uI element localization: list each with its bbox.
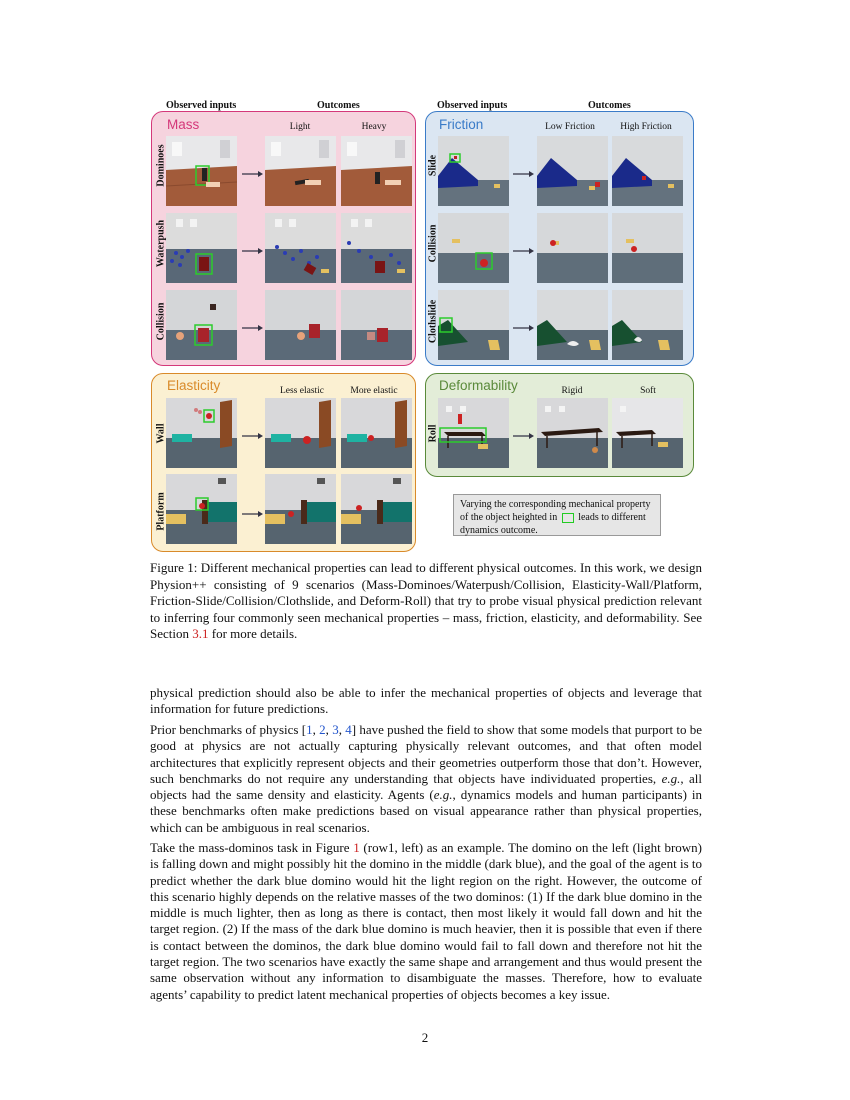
mass-col-light: Light bbox=[289, 122, 311, 132]
deformability-col-soft: Soft bbox=[640, 386, 656, 396]
legend-line-3: dynamics outcome. bbox=[460, 525, 538, 536]
citation-link-3[interactable]: 3 bbox=[332, 722, 339, 737]
elasticity-row-wall: Wall bbox=[155, 423, 167, 444]
caption-prefix: Figure 1: bbox=[150, 560, 198, 575]
friction-collision-input-image bbox=[438, 213, 509, 283]
paragraph-1: physical prediction should also be able to infer the mechanical properties of objects and leverage that information for future predictions. bbox=[150, 685, 702, 717]
elasticity-wall-less-image bbox=[265, 398, 336, 468]
friction-row-collision: Collision bbox=[427, 224, 439, 263]
mass-col-heavy: Heavy bbox=[361, 122, 387, 132]
citation-link-1[interactable]: 1 bbox=[306, 722, 313, 737]
friction-row-clothslide: Clothslide bbox=[427, 299, 439, 344]
p2-text-c: , all objects had the same density and elasticity. Agents ( bbox=[150, 770, 703, 803]
citation-link-2[interactable]: 2 bbox=[319, 722, 326, 737]
figure-caption bbox=[150, 560, 702, 643]
p2-text-d: , dynamics models and human participants) in these benchmarks often make predictions based on visual appearance rather than physical properties, which can be ambiguous in real scenarios. bbox=[150, 787, 702, 835]
p2-eg-2: e.g. bbox=[433, 787, 453, 803]
legend-line-1: Varying the corresponding mechanical property bbox=[460, 499, 651, 510]
deformability-col-rigid: Rigid bbox=[561, 386, 583, 396]
friction-clothslide-high-image bbox=[612, 290, 683, 360]
p3-text-b: (row1, left) as an example. The domino on the left (light brown) is falling down and might possibly hit the domino in the middle (dark blue), and the goal of the agent is to predict whether the dark blue domino would hit the light region on the right. However, the outcome of this scenario highly depends on the relative masses of the two dominos: (1) If the dark blue domino in the middle is much lighter, then as long as there is contact, then most likely it would fall down and hit the target region. (2) If the mass of the dark blue domino is much heavier, then it is possible that even if there is contact between the dominos, the dark blue domino would fail to fall down and therefore not hit the target region. The two scenarios have exactly the same shape and arrangement and thus would present the same observation without any information to disambiguate the masses. Therefore, how to evaluate agents’ capability to predict latent mechanical properties of objects becomes a key issue. bbox=[150, 840, 703, 1002]
deformability-roll-soft-image bbox=[612, 398, 683, 468]
elasticity-wall-input-image bbox=[166, 398, 237, 468]
caption-text-1: Different mechanical properties can lead to different physical outcomes. In this work, we design Physion++ consisting of 9 scenarios (Mass-Dominoes/Waterpush/Collision, Elasticity-Wall/Platform, Friction-Slide/Collision/Clothslide, and Deform-Roll) that try to probe visual physical prediction relevant to inferring four commonly seen mechanical properties – mass, friction, elasticity, and deformability. See Section bbox=[150, 560, 702, 642]
friction-collision-low-image bbox=[537, 213, 608, 283]
elasticity-col-more: More elastic bbox=[350, 386, 398, 396]
page-number: 2 bbox=[421, 1030, 429, 1045]
mass-row-waterpush: Waterpush bbox=[155, 219, 167, 268]
friction-clothslide-low-image bbox=[537, 290, 608, 360]
deformability-panel-title: Deformability bbox=[439, 378, 518, 393]
mass-waterpush-heavy-image bbox=[341, 213, 412, 283]
deformability-roll-rigid-image bbox=[537, 398, 608, 468]
friction-collision-high-image bbox=[612, 213, 683, 283]
elasticity-panel-title: Elasticity bbox=[167, 378, 221, 393]
mass-dominoes-heavy-image bbox=[341, 136, 412, 206]
green-box-icon bbox=[562, 513, 574, 523]
header-observed-inputs-right: Observed inputs bbox=[437, 100, 508, 111]
header-observed-inputs-left: Observed inputs bbox=[166, 100, 237, 111]
friction-row-slide: Slide bbox=[427, 154, 439, 177]
paragraph-2: Prior benchmarks of physics [1, 2, 3, 4] have pushed the field to show that some models that purport to be good at physics are not actually capturing physically relevant outcomes, and that often model architectures that explicitly represent objects and their geometries outperform those that don’t. However, such benchmarks do not require any understanding that objects have individuated properties, e.g., all objects had the same density and elasticity. Agents (e.g., dynamics models and human participants) in these benchmarks often make predictions based on visual appearance rather than physical properties, which can be ambiguous in real scenarios. bbox=[150, 722, 703, 835]
citation-link-4[interactable]: 4 bbox=[345, 722, 352, 737]
section-ref-link[interactable]: 3.1 bbox=[192, 626, 209, 642]
legend-line-2 bbox=[460, 511, 654, 524]
elasticity-platform-input-image bbox=[166, 474, 237, 544]
mass-row-collision: Collision bbox=[155, 302, 167, 341]
friction-col-low: Low Friction bbox=[545, 122, 595, 132]
elasticity-row-platform: Platform bbox=[155, 492, 167, 531]
legend-line-2a: of the object heighted in bbox=[460, 512, 558, 523]
paragraph-3 bbox=[150, 840, 702, 1003]
elasticity-platform-less-image bbox=[265, 474, 336, 544]
deformability-row-roll: Roll bbox=[427, 424, 439, 443]
p2-eg-1: e.g. bbox=[661, 770, 681, 786]
mass-collision-light-image bbox=[265, 290, 336, 360]
caption-text-2: for more details. bbox=[208, 626, 298, 642]
legend-line-2b: leads to different bbox=[578, 512, 646, 523]
friction-slide-low-image bbox=[537, 136, 608, 206]
elasticity-col-less: Less elastic bbox=[279, 386, 325, 396]
figure-ref-link[interactable]: 1 bbox=[353, 840, 360, 855]
friction-clothslide-input-image bbox=[438, 290, 509, 360]
friction-col-high: High Friction bbox=[620, 122, 672, 132]
deformability-roll-input-image bbox=[438, 398, 509, 468]
mass-row-dominoes: Dominoes bbox=[155, 144, 167, 187]
friction-slide-input-image bbox=[438, 136, 509, 206]
mass-collision-input-image bbox=[166, 290, 237, 360]
mass-waterpush-light-image bbox=[265, 213, 336, 283]
friction-panel-title: Friction bbox=[439, 117, 484, 132]
friction-slide-high-image bbox=[612, 136, 683, 206]
mass-collision-heavy-image bbox=[341, 290, 412, 360]
mass-panel-title: Mass bbox=[167, 117, 200, 132]
p2-text-b: ] have pushed the field to show that some models that purport to be good at physics are not actually capturing physically relevant outcomes, and that often model architectures that explicitly represent objects and their geometries outperform those that don’t. However, such benchmarks do not require any understanding that objects have individuated properties, bbox=[150, 722, 703, 786]
elasticity-platform-more-image bbox=[341, 474, 412, 544]
mass-dominoes-input-image bbox=[166, 136, 237, 206]
header-outcomes-left: Outcomes bbox=[317, 100, 360, 111]
p2-text-a: Prior benchmarks of physics [ bbox=[150, 722, 307, 737]
figure-legend-box bbox=[453, 494, 661, 536]
mass-waterpush-input-image bbox=[166, 213, 237, 283]
mass-dominoes-light-image bbox=[265, 136, 336, 206]
p3-text-a: Take the mass-dominos task in Figure bbox=[150, 840, 354, 855]
elasticity-wall-more-image bbox=[341, 398, 412, 468]
header-outcomes-right: Outcomes bbox=[588, 100, 631, 111]
